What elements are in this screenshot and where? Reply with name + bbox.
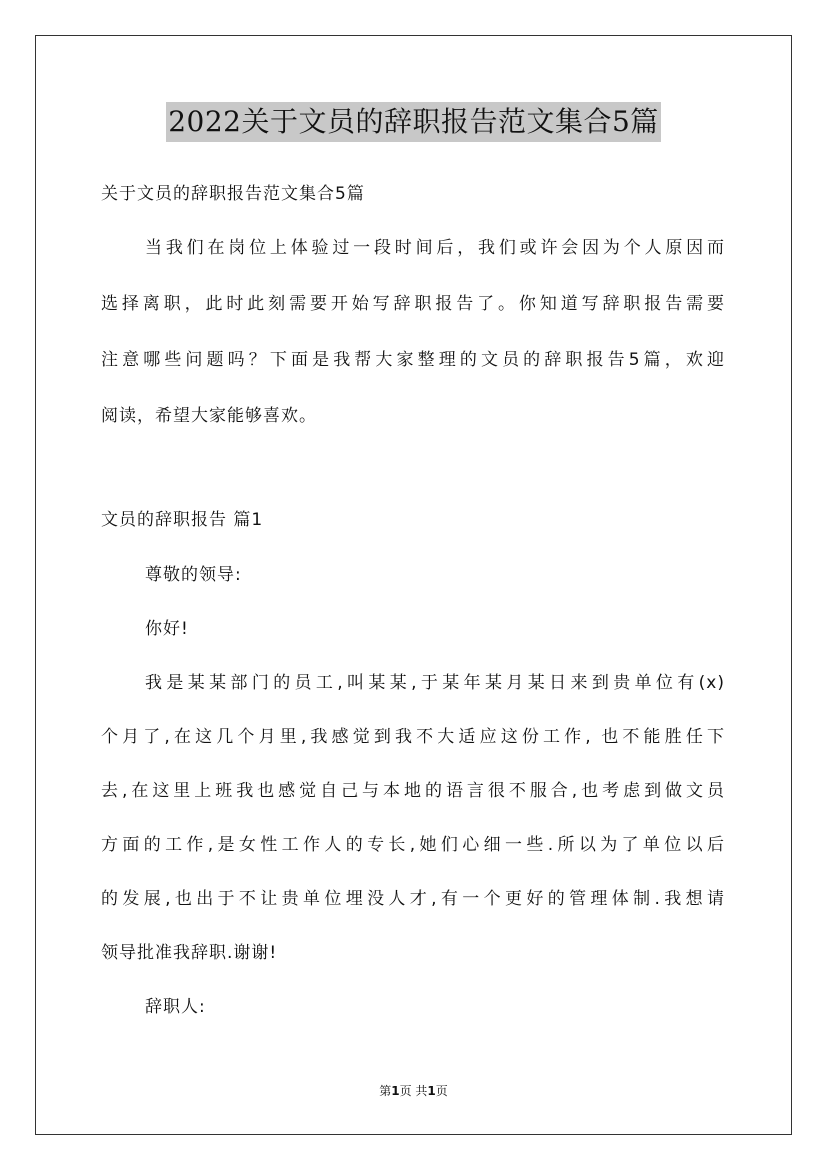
footer-page-mid: 页 共: [399, 1084, 428, 1098]
intro-line-3: 注意哪些问题吗？下面是我帮大家整理的文员的辞职报告5篇，欢迎: [101, 350, 725, 370]
document-subtitle: 关于文员的辞职报告范文集合5篇: [101, 184, 365, 204]
salutation: 尊敬的领导:: [145, 565, 242, 585]
body-line-3: 去,在这里上班我也感觉自己与本地的语言很不服合,也考虑到做文员: [101, 781, 725, 801]
greeting: 你好!: [145, 619, 189, 639]
body-line-4: 方面的工作,是女性工作人的专长,她们心细一些.所以为了单位以后: [101, 835, 725, 855]
section-heading: 文员的辞职报告 篇1: [101, 510, 264, 530]
document-title: 2022关于文员的辞职报告范文集合5篇: [166, 102, 661, 142]
footer-page-total: 1: [427, 1084, 436, 1098]
footer-page-prefix: 第: [379, 1084, 392, 1098]
footer-page-suffix: 页: [435, 1084, 448, 1098]
intro-line-1: 当我们在岗位上体验过一段时间后，我们或许会因为个人原因而: [145, 238, 725, 258]
title-wrap: [0, 102, 827, 142]
body-line-1: 我是某某部门的员工,叫某某,于某年某月某日来到贵单位有(x): [145, 673, 725, 693]
body-line-2: 个月了,在这几个月里,我感觉到我不大适应这份工作, 也不能胜任下: [101, 727, 725, 747]
page-footer: [0, 1083, 827, 1099]
footer-page-current: 1: [391, 1084, 400, 1098]
intro-line-2: 选择离职，此时此刻需要开始写辞职报告了。你知道写辞职报告需要: [101, 294, 725, 314]
body-line-6: 领导批准我辞职.谢谢!: [101, 943, 278, 963]
body-line-5: 的发展,也出于不让贵单位埋没人才,有一个更好的管理体制.我想请: [101, 889, 725, 909]
intro-line-4: 阅读，希望大家能够喜欢。: [101, 406, 317, 426]
signature-line: 辞职人:: [145, 997, 206, 1017]
